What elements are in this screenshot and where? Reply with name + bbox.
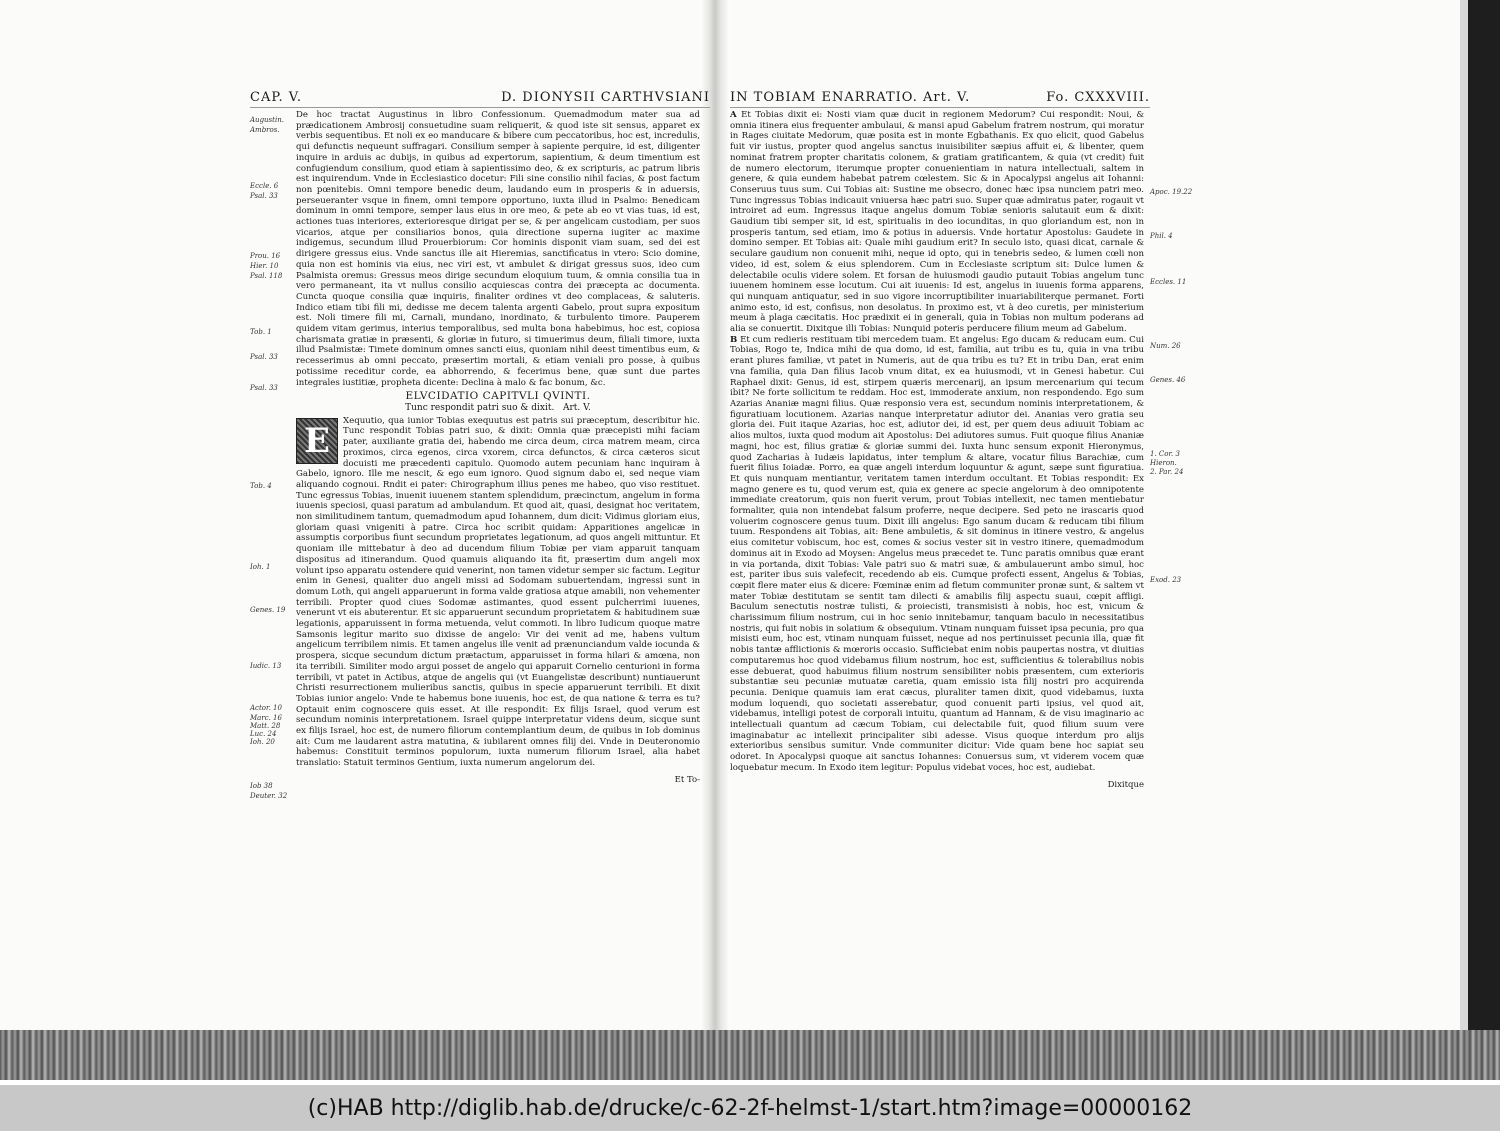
right-running-head: [730, 90, 1150, 108]
margin-note: Genes. 19: [250, 606, 286, 614]
right-margin-notes: [1150, 110, 1210, 830]
margin-note: Phil. 4: [1150, 232, 1173, 240]
left-margin-notes: [250, 110, 290, 830]
folio-number: Fo. CXXXVIII.: [1046, 90, 1150, 105]
section-subtitle: [296, 403, 700, 414]
section-marker: A: [730, 110, 737, 120]
margin-note: Hieron.: [1150, 459, 1177, 467]
article-label: Art. V.: [562, 402, 591, 413]
margin-note: Psal. 118: [250, 272, 283, 280]
margin-note: Psal. 33: [250, 353, 278, 361]
lemma-text: Tunc respondit patri suo & dixit.: [405, 402, 555, 413]
margin-note: 2. Par. 24: [1150, 468, 1184, 476]
margin-note: Ambros.: [250, 126, 280, 134]
margin-note: Tob. 1: [250, 328, 272, 336]
right-page: [730, 90, 1193, 830]
left-page: [250, 90, 710, 830]
page-edge: [1460, 0, 1468, 1030]
margin-note: 1. Cor. 3: [1150, 450, 1180, 458]
catchword: Dixitque: [1107, 779, 1144, 790]
right-text-column: [730, 110, 1144, 790]
author-label: D. DIONYSII CARTHVSIANI: [501, 90, 710, 105]
margin-note: Apoc. 19.22: [1150, 188, 1193, 196]
footer-bar: [0, 1085, 1500, 1131]
body-paragraph: Xequutio, qua iunior Tobias exequutus est patris sui præceptum, describitur hic. Tunc respondit Tobias patri suo, & dixit: Omnia quæ præcepisti mihi faciam pater, auxiliante gratia dei, habendo me circa deum, circa matrem meam, circa proximos, circa egenos, circa vxorem, circa defunctos, & circa cæteros sicut docuisti me præcedenti capitulo. Quomodo autem pecuniam hanc inquiram à Gabelo, ignoro. Ille me nescit, & ego eum ignoro. Quod signum dabo ei, sed neque viam aliquando cognoui. Rndit ei pater: Chirographum illius penes me habeo, quo viso restituet. Tunc egressus Tobias, inuenit iuuenem stantem splendidum, præcinctum, angelum in forma iuuenis speciosi, quasi paratum ad ambulandum. Et quod ait, quasi, designat hoc veritatem, non similitudinem tantum, quemadmodum apud Iohannem, dum dicit: Vidimus gloriam eius, gloriam quasi vnigeniti à patre. Circa hoc scribit quidam: Apparitiones angelicæ in assumptis corporibus fiunt secundum proprietates legationum, ad quos angeli mittuntur. Et quoniam ille mittebatur à deo ad ducendum filium Tobiæ per viam apparuit tanquam dispositus ad itinerandum. Quod quamuis aliquando ita fit, præsertim dum angeli mox volunt ipso apparatu ostendere quid venerint, non tamen videtur semper sic factum. Legitur enim in Genesi, qualiter duo angeli missi ad Sodomam subuertendam, ingressi sunt in domum Loth, qui angeli apparuerunt in forma valde gratiosa atque amabili, non vehementer terribili. Propter quod ciues Sodomæ astimantes, quod essent pulcherrimi iuuenes, venerunt vt eis abuterentur. Et sic apparuerunt secundum proprietatem & habitudinem suæ legationis, apparuissent in forma metuenda, velut commoti. In libro Iudicum quoque matre Samsonis legitur marito suo dixisse de angelo: Vir dei venit ad me, habens vultum angelicum terribilem nimis. Et tamen angelus ille venit ad prænunciandum valde iocunda & prospera, sicque secundum dictum prætactum, apparuisset in forma hilari & amœna, non ita terribili. Similiter modo argui posset de angelo qui apparuit Cornelio centurioni in forma terribili, vt patet in Actibus, atque de angelis qui (vt Euangelistæ describunt) nuntiauerunt Christi resurrectionem mulieribus sanctis, quibus in specie apparuerunt terribili. Et dixit Tobias iunior angelo: Vnde te habemus bone iuuenis, hoc est, de qua natione & terra es tu? Optauit enim cognoscere quis esset. At ille respondit: Ex filijs Israel, quod verum est secundum nominis interpretationem. Israel quippe interpretatur videns deum, sicque sunt ex filijs Israel, hoc est, de numero filiorum contemplantium deum, de quibus in Iob dominus ait: Cum me laudarent astra matutina, & iubilarent omnes filij dei. Vnde in Deuteronomio habemus: Constituit terminos populorum, iuxta numerum filiorum Israel, alia habet translatio: Statuit terminos Gentium, iuxta numerum angelorum dei.: [296, 415, 700, 769]
margin-note: Genes. 46: [1150, 376, 1186, 384]
scan-border: [1468, 0, 1500, 1030]
left-text-column: [296, 110, 700, 786]
margin-note: Actor. 10: [250, 704, 282, 712]
margin-note: Ioh. 20: [250, 738, 275, 746]
margin-note: Num. 26: [1150, 342, 1181, 350]
margin-note: Psal. 33: [250, 192, 278, 200]
left-running-head: [250, 90, 710, 108]
margin-note: Hier. 10: [250, 262, 279, 270]
margin-note: Ioh. 1: [250, 563, 271, 571]
margin-note: Iudic. 13: [250, 662, 282, 670]
margin-note: Prou. 16: [250, 252, 281, 260]
work-title: IN TOBIAM ENARRATIO. Art. V.: [730, 90, 971, 105]
margin-note: Psal. 33: [250, 384, 278, 392]
body-paragraph: Et Tobias dixit ei: Nosti viam quæ ducit in regionem Medorum? Cui respondit: Noui, & omnia itinera eius frequenter ambulaui, & mansi apud Gabelum fratrem nostrum, qui moratur in Rages ciuitate Medorum, quæ posita est in monte Egbathanis. Ex quo elicit, quod Gabelus fuit vir iustus, propter quod angelus sanctus inuisibiliter sæpius affuit ei, & libenter, quem nominat fratrem propter charitatis colonem, & gratiam gratificantem, & quia (vt credit) fuit de numero electorum, iterumque propter conuenientiam in natura intellectuali, saltem in genere, & quia eundem habebat patrem cœlestem. Sic & in Apocalypsi angelus ait Iohanni: Conseruus tuus sum. Cui Tobias ait: Sustine me obsecro, donec hæc ipsa nunciem patri meo. Tunc ingressus Tobias indicauit vniuersa hæc patri suo. Super quæ admiratus pater, rogauit vt introiret ad eum. Ingressus itaque angelus domum Tobiæ senioris salutauit eum & dixit: Gaudium tibi semper sit, id est, spiritualis in deo iocunditas, in quo gloriandum est, non in prosperis tantum, sed etiam, imo & potius in aduersis. Vnde hortatur Apostolus: Gaudete in domino semper. Et Tobias ait: Quale mihi gaudium erit? In seculo isto, quasi dicat, carnale & seculare gaudium non conuenit mihi, neque id opto, qui in tenebris sedeo, & lumen cœli non video, id est, solem & eius splendorem. Cum in Ecclesiaste scriptum sit: Dulce lumen & delectabile oculis videre solem. Et forsan de huiusmodi gaudio putauit Tobias angelum tunc iuuenem hominem esse locutum. Cui ait iuuenis: Id est, angelus in iuuenis forma apparens, qui nunquam antiquatur, sed in suo vigore incorruptibiliter inuariabiliterque permanet. Forti animo esto, id est, confisus, non desolatus. In proximo est, vt à deo curetis, per ministerium meum à plaga cæcitatis. Hoc prædixit ei in generali, quia in Tobias non multum poderans ad alia se conuertit. Dixitque illi Tobias: Nunquid poteris perducere filium meum ad Gabelum.: [730, 110, 1145, 335]
margin-note: Tob. 4: [250, 482, 272, 490]
margin-note: Eccles. 11: [1150, 278, 1187, 286]
copyright-credit: (c)HAB http://diglib.hab.de/drucke/c-62-2f-helmst-1/start.htm?image=00000162: [307, 1095, 1193, 1121]
margin-note: Eccle. 6: [250, 182, 279, 190]
chapter-label: CAP. V.: [250, 90, 302, 105]
margin-note: Luc. 24: [250, 730, 277, 738]
margin-note: Deuter. 32: [250, 792, 288, 800]
margin-note: Iob 38: [250, 782, 273, 790]
body-paragraph: Et cum redieris restituam tibi mercedem tuam. Et angelus: Ego ducam & reducam eum. Cui Tobias, Rogo te, Indica mihi de qua domo, id est, familia, aut tribu es tu, quia in vna tribu erant plures familiæ, vt patet in Numeris, aut de qua tribu es tu? Et in tribu Dan, erat enim vna familia, quia Dan filius Iacob vnum ditat, ex ea huiusmodi, vt in Genesi habetur. Cui Raphael dixit: Genus, id est, stirpem quæris mercenarij, an ipsum mercenarium qui tecum ibit? Ne forte sollicitum te reddam. Hoc est, immoderate anxium, non respondendo. Ego sum Azarias Ananiæ magni filius. Quæ responsio vera est, secundum nominis interpretationem, & figuratiuam locutionem. Azarias nanque interpretatur adiutor dei. Ananias vero gratia seu gloria dei. Fuit itaque Azarias, hoc est, adiutor dei, id est, per quem deus adiuuit Tobiam ac alios multos, iuxta quod modum ait Apostolus: Dei adiutores sumus. Fuit quoque filius Ananiæ magni, hoc est, filius gratiæ & gloriæ summi dei. Iuxta hunc sensum exponit Hieronymus, quod Zacharias à Iudæis lapidatus, inter templum & altare, vocatur filius Barachiæ, cum fuerit filius Ioiadæ. Porro, ea quæ angeli interdum loquuntur & agunt, sæpe sunt figuratiua. Et quis nunquam mentiantur, veritatem tamen interdum occultant. Et Tobias respondit: Ex magno genere es tu, quod verum est, quia ex genere ac specie angelorum à deo omnipotente immediate creatorum, quis non fuerit verum, prout Tobias intellexit, nec tamen mentiebatur formaliter, quia non intendebat falsum proferre, neque decipere. Sed peto ne irascaris quod voluerim cognoscere genus tuum. Dixit illi angelus: Ego sanum ducam & reducam tibi filium tuum. Respondens ait Tobias, ait: Bene ambuletis, & sit dominus in itinere vestro, & angelus eius comitetur vobiscum, hoc est, comes & socius vester sit in vestro itinere, quemadmodum dominus ait in Exodo ad Moysen: Angelus meus præcedet te. Tunc paratis omnibus quæ erant in via portanda, dixit Tobias: Vale patri suo & matri suæ, & ambulauerunt ambo simul, hoc est, pariter ibus suis valefecit, recedendo ab eis. Cumque profecti essent, Angelus & Tobias, cœpit flere mater eius & dicere: Fœminæ enim ad fletum communiter pronæ sunt, & saltem vt mater Tobiæ destitutam se sentit tam dilecti & amabilis filij aspectu suaui, cœpit affligi. Baculum senectutis nostræ tulisti, & proiecisti, transmisisti à nobis, hoc est, vnicum & charissimum filium nostrum, cui in hoc senio innitebamur, tanquam baculo in necessitatibus nostris, qui fuit nobis in solatium & obsequium. Vtinam nunquam fuisset ipsa pecunia, pro qua misisti eum, hoc est, vtinam nunquam fuisset, neque ad nos pertinuisset pecunia illa, quæ fit nobis tantæ afflictionis & mœroris occasio. Sufficiebat enim nobis paupertas nostra, vt diuitias computaremus hoc quod videbamus filium nostrum, hoc est, sufficientius & tolerabilius nobis esse debuerat, quod habuimus filium nostrum sensibiliter nobis præsentem, cum exterioris substantiæ seu pecuniæ mutuatæ caretia, quam emissio ista filij nostri pro acquirenda pecunia. Denique quamuis iam erat cæcus, pluraliter tamen dixit, quod videbamus, iuxta modum loquendi, quo societati asserebatur, quod conuenit parti ipsius, vel quod ait, videbamus, intelligi potest de corporali intuitu, quantum ad Hannam, & de visu imaginario ac intellectuali quantum ad cæcum Tobiam, cui delectabile fuit, quod filium suum vere imaginabatur ac intellexit principaliter sibi adesse. Visus quoque interdum pro alijs exterioribus sensibus sumitur. Vnde communiter dicitur: Vide quam bene hoc sapiat seu odoret. In Apocalypsi quoque ait sanctus Iohannes: Conuersus sum, vt viderem vocem quæ loquebatur mecum. In Exodo item legitur: Populus videbat voces, hoc est, audiebat.: [730, 334, 1144, 773]
section-title: ELVCIDATIO CAPITVLI QVINTI.: [405, 390, 591, 403]
margin-note: Augustin.: [250, 116, 284, 124]
margin-note: Matt. 28: [250, 722, 281, 730]
margin-note: Marc. 16: [250, 714, 282, 722]
decorated-initial: E: [296, 418, 338, 464]
scan-bottom-edge: [0, 1030, 1500, 1080]
catchword: Et To-: [674, 774, 700, 785]
body-paragraph: De hoc tractat Augustinus in libro Confessionum. Quemadmodum mater sua ad prædicationem Ambrosij consuetudine suam reliquerit, & quod iste sit sensus, apparet ex verbis sequentibus. Et noli ex eo manducare & bibere cum peccatoribus, hoc est, incredulis, qui defunctis nequeunt suffragari. Consilium semper à sapiente perquire, id est, diligenter inquire in arduis ac dubijs, in quibus ad expertorum, sapientium, & deum timentium est confugiendum consilium, quod etiam à sapientissimo deo, & ex scripturis, ac patrum libris est inquirendum. Vnde in Ecclesiastico docetur: Fili sine consilio nihil facias, & post factum non pœnitebis. Omni tempore benedic deum, laudando eum in prosperis & in aduersis, perseueranter vsque in finem, omni tempore opportuno, iuxta illud in Psalmo: Benedicam dominum in omni tempore, semper laus eius in ore meo, & pete ab eo vt vias tuas, id est, actiones tuas interiores, exterioresque dirigat per se, & per angelicam custodiam, per suos vicarios, atque per consiliarios bonos, quia directione superna iugiter ac maxime indigemus, secundum illud Prouerbiorum: Cor hominis disponit viam suam, sed dei est dirigere gressus eius. Vnde sanctus ille ait Hieremias, sanctificatus in vtero: Scio domine, quia non est hominis via eius, nec viri est, vt ambulet & dirigat gressus suos, ideo cum Psalmista oremus: Gressus meos dirige secundum eloquium tuum, & omnia consilia tua in vero permaneant, ita vt nullus consilio acquiescas contra dei præcepta ac documenta. Cuncta quoque consilia quæ inquiris, finaliter ordines vt deo complaceas, & saluteris. Indico etiam tibi fili mi, dedisse me decem talenta argenti Gabelo, prout supra expositum est. Noli timere fili mi, Carnali, mundano, inordinato, & turbulento timore. Pauperem quidem vitam gerimus, interius temporalibus, sed multa bona habebimus, hoc est, copiosa charismata gratiæ in præsenti, & gloriæ in futuro, si timuerimus deum, filiali timore, iuxta illud Psalmistæ: Timete dominum omnes sancti eius, quoniam nihil deest timentibus eum, & recesserimus ab omni peccato, præsertim mortali, & etiam veniali pro posse, à quibus potissime receditur corde, ea abhorrendo, & fecerimus bene, quæ sunt due partes integrales iustitiæ, propheta dicente: Declina à malo & fac bonum, &c.: [296, 110, 700, 388]
section-marker: B: [730, 334, 738, 345]
margin-note: Exod. 23: [1150, 576, 1182, 584]
